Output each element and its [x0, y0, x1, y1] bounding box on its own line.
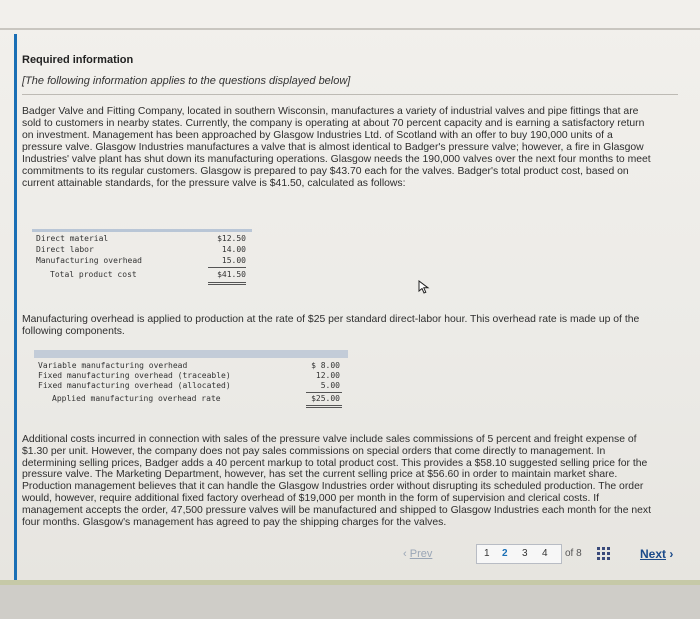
page-button-3[interactable]: 3	[522, 548, 528, 559]
subtotal-underline	[306, 392, 342, 393]
prev-button[interactable]	[403, 548, 432, 560]
next-button[interactable]	[640, 547, 673, 561]
footer-area	[0, 585, 700, 619]
overhead-rate-table	[34, 350, 348, 408]
grid-view-icon[interactable]	[597, 547, 611, 561]
total-double-underline	[208, 284, 246, 285]
row-value: 15.00	[221, 256, 246, 265]
subtotal-underline	[208, 267, 246, 268]
row-label: Variable manufacturing overhead	[38, 361, 188, 370]
question-panel	[14, 34, 686, 582]
table-total-row	[32, 270, 252, 282]
product-cost-table	[32, 229, 252, 289]
row-label: Fixed manufacturing overhead (traceable)	[38, 371, 231, 380]
total-underline	[208, 282, 246, 283]
row-label: Manufacturing overhead	[36, 256, 142, 265]
panel-title: Required information	[22, 54, 134, 66]
total-underline	[306, 405, 342, 406]
row-value: 5.00	[320, 381, 340, 390]
panel-note: [The following information applies to the questions displayed below]	[22, 75, 351, 87]
table-header-band	[34, 350, 348, 358]
total-double-underline	[306, 407, 342, 408]
table-row	[34, 381, 348, 393]
page-selector	[476, 544, 562, 564]
page-count: of 8	[565, 548, 582, 559]
chevron-right-icon: ›	[669, 547, 674, 561]
row-label: Fixed manufacturing overhead (allocated)	[38, 381, 231, 390]
row-value: $12.50	[217, 234, 246, 243]
total-label: Applied manufacturing overhead rate	[52, 394, 221, 403]
question-navigation	[0, 543, 700, 569]
row-label: Direct labor	[36, 245, 94, 254]
row-value: 12.00	[315, 371, 340, 380]
overhead-paragraph: Manufacturing overhead is applied to production at the rate of $25 per standard direct-labor hour. This overhead rate is made up of the following components.	[22, 314, 640, 337]
panel-divider	[22, 94, 678, 95]
table-header-band	[32, 229, 252, 232]
panel-accent-bar	[14, 34, 17, 582]
chevron-left-icon: ‹	[403, 548, 407, 560]
table-total-row	[34, 394, 348, 406]
row-value: 14.00	[221, 245, 246, 254]
total-label: Total product cost	[50, 270, 137, 279]
page-button-1[interactable]: 1	[484, 548, 490, 559]
row-value: $ 8.00	[311, 361, 340, 370]
page-button-4[interactable]: 4	[542, 548, 548, 559]
prev-label: Prev	[409, 548, 433, 560]
row-label: Direct material	[36, 234, 109, 243]
intro-paragraph: Badger Valve and Fitting Company, located in southern Wisconsin, manufactures a variety of industrial valves and pipe fittings that are sold to customers in nearby states. Currently, the company is operating at about 70 percent capacity and is earning a satisfactory return on investment. Management has been approached by Glasgow Industries Ltd. of Scotland with an offer to buy 190,000 units of a pressure valve. Glasgow Industries manufactures a valve that is almost identical to Badger's pressure valve; however, a fire in Glasgow Industries' valve plant has shut down its manufacturing operations. Glasgow needs the 190,000 valves over the next four months to meet commitments to its regular customers. Glasgow is prepared to pay $43.70 each for the valves. Badger's total product cost, based on current attainable standards, for the pressure valve is $41.50, calculated as follows:	[22, 106, 651, 189]
mouse-cursor-icon	[418, 280, 430, 294]
total-value: $25.00	[311, 394, 340, 403]
page-button-2[interactable]: 2	[502, 548, 508, 559]
next-label: Next	[640, 547, 667, 561]
additional-costs-paragraph: Additional costs incurred in connection with sales of the pressure valve include sales commissions of 5 percent and freight expense of $1.30 per unit. However, the company does not pay sales commissions on special orders that come directly to management. In determining selling prices, Badger adds a 40 percent markup to total product cost. This provides a $58.10 suggested selling price for the pressure valve. The Marketing Department, however, has set the current selling price at $56.60 in order to maintain market share. Production management believes that it can handle the Glasgow Industries order without disrupting its scheduled production. The order would, however, require additional fixed factory overhead of $19,000 per month in the form of supervision and clerical costs. If management accepts the order, 47,500 pressure valves will be manufactured and shipped to Glasgow Industries each month for the next four months. Glasgow's management has agreed to pay the shipping charges for the valves.	[22, 434, 651, 528]
total-value: $41.50	[217, 270, 246, 279]
top-divider	[0, 28, 700, 30]
